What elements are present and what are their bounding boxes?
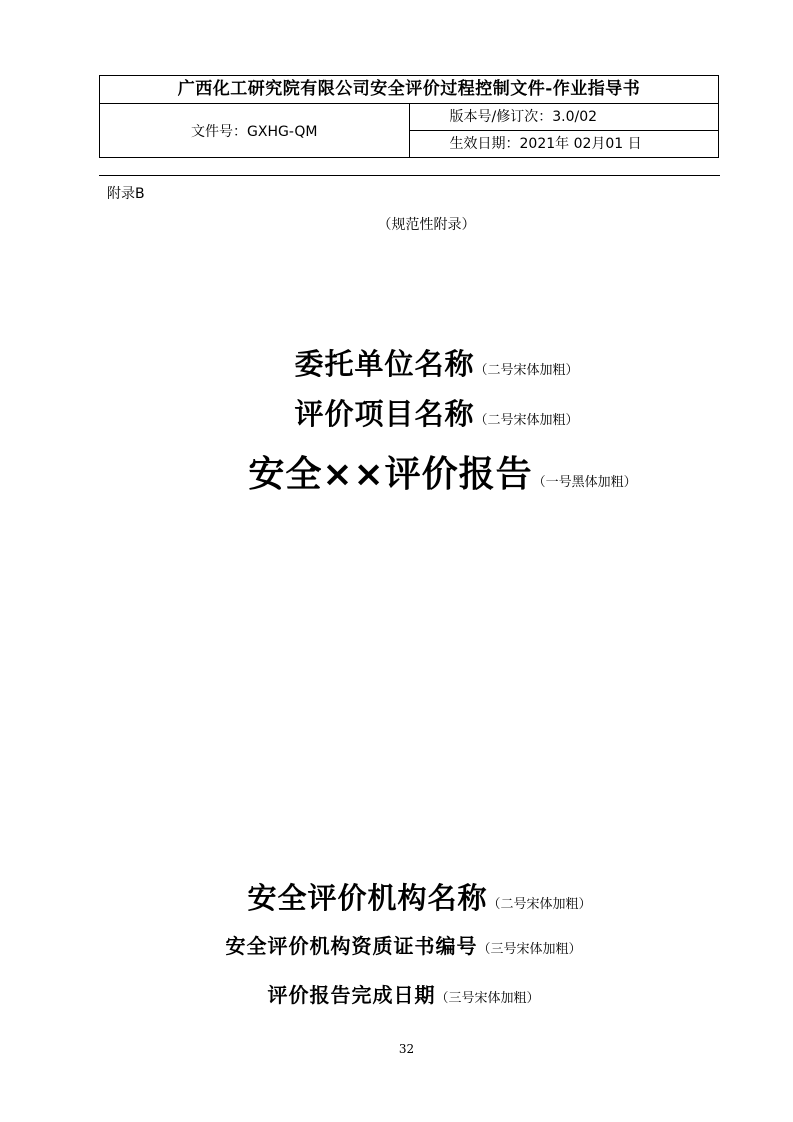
document-number: 文件号：GXHG-QM: [100, 104, 410, 158]
completion-date-note: （三号宋体加粗）: [435, 991, 540, 1006]
report-title-note: （一号黑体加粗）: [532, 475, 637, 490]
completion-date-line: [0, 979, 793, 1008]
report-title: 安全××评价报告: [248, 454, 533, 495]
page-number: 32: [398, 1042, 415, 1056]
project-name-line: [0, 392, 793, 433]
agency-name-note: （二号宋体加粗）: [487, 897, 592, 912]
completion-date: 评价报告完成日期: [267, 983, 436, 1007]
client-name-line: [0, 342, 793, 383]
project-name-note: （二号宋体加粗）: [474, 413, 579, 428]
project-name: 评价项目名称: [294, 397, 475, 431]
document-header-table: [99, 75, 719, 158]
effective-date: 生效日期：2021年 02月01 日: [409, 131, 719, 158]
version-number: 版本号/修订次：3.0/02: [409, 104, 719, 131]
document-header-title: 广西化工研究院有限公司安全评价过程控制文件-作业指导书: [100, 76, 719, 104]
agency-name-line: [0, 876, 793, 917]
appendix-label: 附录B: [107, 186, 145, 202]
header-divider: [99, 175, 720, 176]
agency-name: 安全评价机构名称: [247, 881, 488, 915]
normative-appendix-label: （规范性附录）: [377, 217, 476, 233]
cert-number: 安全评价机构资质证书编号: [225, 934, 478, 958]
cert-number-line: [0, 930, 793, 959]
client-name: 委托单位名称: [294, 347, 475, 381]
cert-number-note: （三号宋体加粗）: [477, 942, 582, 957]
client-name-note: （二号宋体加粗）: [474, 363, 579, 378]
report-title-line: [0, 446, 793, 497]
